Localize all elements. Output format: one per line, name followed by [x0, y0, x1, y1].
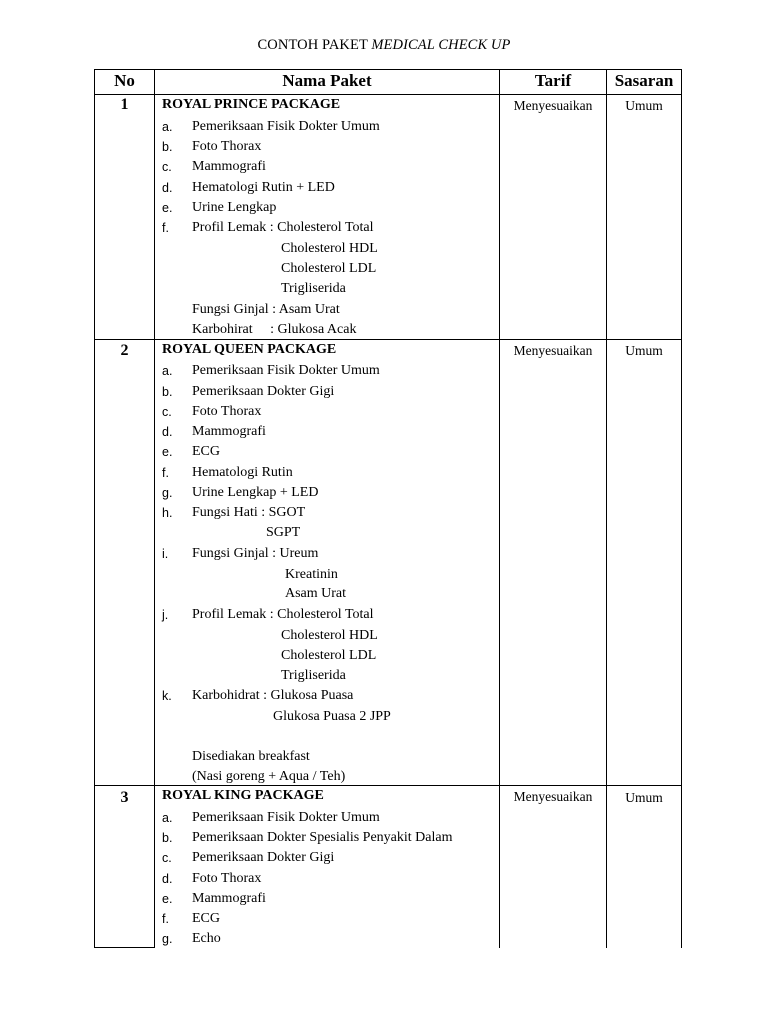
list-item [285, 567, 338, 583]
header-sasaran: Sasaran [614, 71, 674, 90]
item-letter: k. [162, 689, 172, 703]
list-item [192, 749, 310, 765]
item-text: Pemeriksaan Dokter Gigi [192, 384, 335, 399]
list-item [281, 281, 346, 297]
item-text: Karbohidrat : Glukosa Puasa [192, 688, 354, 703]
item-text: Urine Lengkap [192, 200, 277, 215]
package-name: ROYAL PRINCE PACKAGE [162, 97, 341, 112]
item-letter: a. [162, 811, 173, 825]
item-text: Disediakan breakfast [192, 749, 310, 764]
item-text: Fungsi Ginjal : Ureum [192, 546, 319, 561]
tarif-value: Menyesuaikan [513, 343, 593, 358]
item-letter: f. [162, 221, 169, 235]
tarif-value: Menyesuaikan [513, 789, 593, 804]
list-item [273, 709, 391, 725]
item-text: Mammografi [192, 424, 266, 439]
row-number: 1 [120, 96, 129, 113]
package-name: ROYAL QUEEN PACKAGE [162, 342, 337, 357]
item-letter: c. [162, 160, 172, 174]
item-letter: g. [162, 486, 173, 500]
item-letter: e. [162, 892, 173, 906]
tarif-value: Menyesuaikan [513, 98, 593, 113]
item-text: Cholesterol HDL [281, 241, 378, 256]
list-item [285, 586, 346, 602]
item-text: Pemeriksaan Fisik Dokter Umum [192, 810, 380, 825]
item-text: Glukosa Puasa 2 JPP [273, 709, 391, 724]
item-text: Profil Lemak : Cholesterol Total [192, 607, 374, 622]
item-text: ECG [192, 444, 220, 459]
list-item [192, 322, 356, 338]
item-text: Karbohirat : Glukosa Acak [192, 322, 357, 337]
sasaran-value: Umum [625, 343, 663, 358]
item-letter: j. [162, 608, 169, 622]
list-item [281, 241, 378, 257]
item-letter: b. [162, 385, 173, 399]
item-text: Hematologi Rutin [192, 465, 293, 480]
item-letter: f. [162, 912, 169, 926]
item-letter: g. [162, 932, 173, 946]
item-letter: d. [162, 425, 173, 439]
header-no: No [114, 71, 135, 90]
item-text: Pemeriksaan Fisik Dokter Umum [192, 363, 380, 378]
item-letter: b. [162, 140, 173, 154]
item-text: Kreatinin [285, 567, 338, 582]
item-letter: e. [162, 445, 173, 459]
list-item [192, 302, 340, 318]
list-item [281, 648, 376, 664]
item-letter: c. [162, 405, 172, 419]
item-text: Trigliserida [281, 668, 346, 683]
item-text: Cholesterol HDL [281, 628, 378, 643]
list-item [266, 525, 300, 541]
list-item [281, 668, 346, 684]
list-item [281, 261, 376, 277]
item-letter: f. [162, 466, 169, 480]
item-letter: a. [162, 364, 173, 378]
item-letter: i. [162, 547, 169, 561]
item-text: ECG [192, 911, 220, 926]
item-text: Fungsi Ginjal : Asam Urat [192, 302, 340, 317]
header-nama-paket: Nama Paket [282, 71, 372, 90]
item-letter: e. [162, 201, 173, 215]
package-name: ROYAL KING PACKAGE [162, 788, 324, 803]
title-prefix: CONTOH PAKET [257, 37, 372, 53]
item-text: (Nasi goreng + Aqua / Teh) [192, 769, 346, 784]
item-letter: a. [162, 120, 173, 134]
title-italic: MEDICAL CHECK UP [371, 37, 511, 53]
row-number: 2 [120, 342, 129, 359]
sasaran-value: Umum [625, 790, 663, 805]
item-text: Asam Urat [285, 586, 347, 601]
sasaran-value: Umum [625, 98, 663, 113]
item-letter: h. [162, 506, 173, 520]
item-text: Fungsi Hati : SGOT [192, 505, 306, 520]
item-text: Pemeriksaan Dokter Spesialis Penyakit Dalam [192, 830, 453, 845]
item-text: SGPT [266, 525, 301, 540]
item-text: Cholesterol LDL [281, 261, 377, 276]
item-text: Foto Thorax [192, 139, 262, 154]
item-text: Pemeriksaan Dokter Gigi [192, 850, 335, 865]
item-letter: d. [162, 872, 173, 886]
item-text: Foto Thorax [192, 404, 262, 419]
item-text: Profil Lemak : Cholesterol Total [192, 220, 374, 235]
item-text: Cholesterol LDL [281, 648, 377, 663]
row-number: 3 [120, 789, 129, 806]
item-text: Mammografi [192, 891, 266, 906]
list-item [281, 628, 378, 644]
item-text: Urine Lengkap + LED [192, 485, 319, 500]
item-letter: c. [162, 851, 172, 865]
item-text: Hematologi Rutin + LED [192, 180, 335, 195]
item-text: Foto Thorax [192, 871, 262, 886]
list-item [192, 769, 345, 785]
item-letter: b. [162, 831, 173, 845]
header-tarif: Tarif [534, 71, 572, 90]
item-text: Mammografi [192, 159, 266, 174]
item-text: Echo [192, 931, 221, 946]
item-text: Trigliserida [281, 281, 346, 296]
item-letter: d. [162, 181, 173, 195]
item-text: Pemeriksaan Fisik Dokter Umum [192, 119, 380, 134]
